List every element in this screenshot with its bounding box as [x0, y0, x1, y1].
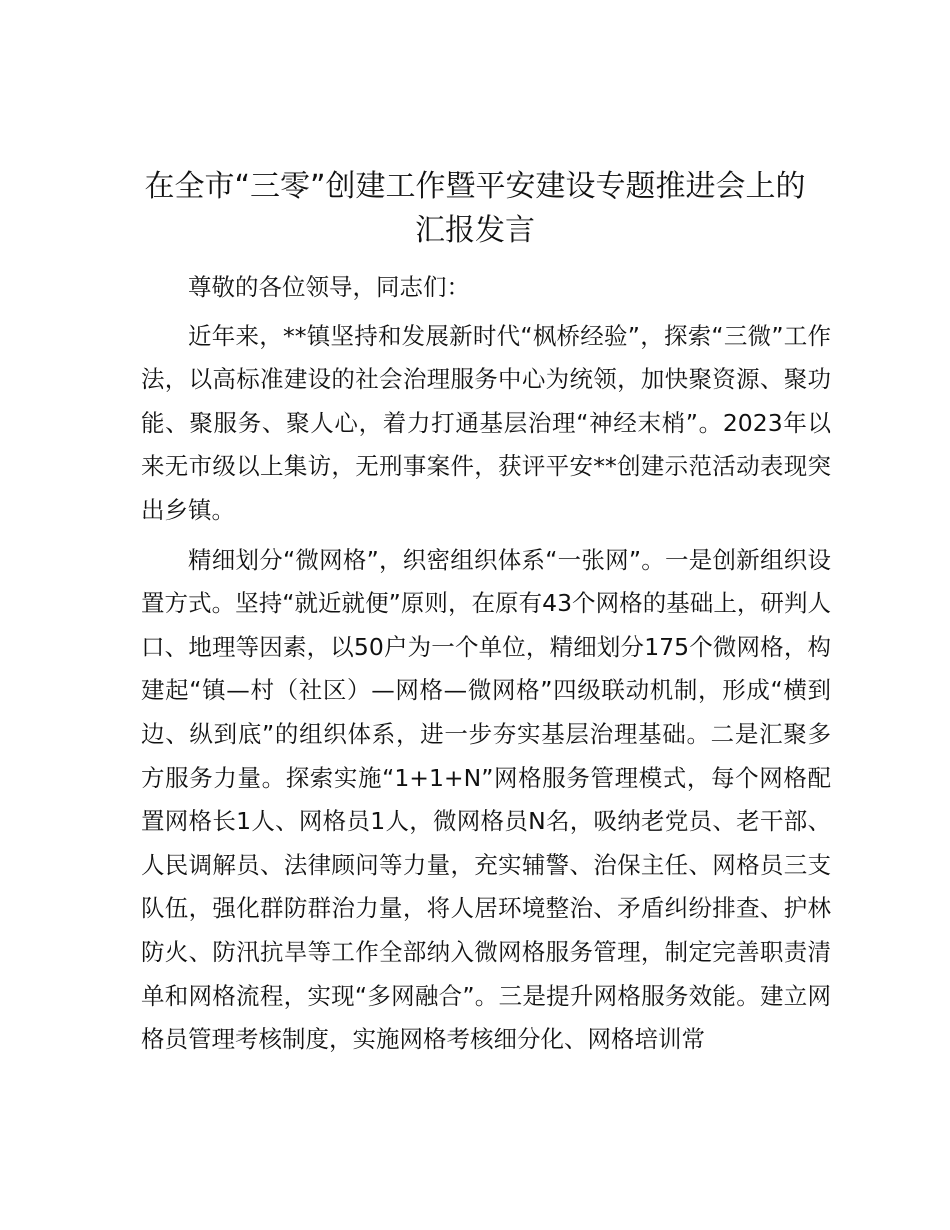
greeting-line: 尊敬的各位领导，同志们：	[188, 273, 470, 301]
paragraph: 精细划分“微网格”，织密组织体系“一张网”。一是创新组织设置方式。坚持“就近就便”原则，在原有43个网格的基础上，研判人口、地理等因素，以50户为一个单位，精细划分175个微网格，构建起“镇—村（社区）—网格—微网格”四级联动机制，形成“横到边、纵到底”的组织体系，进一步夯实基层治理基础。二是汇聚多方服务力量。探索实施“1+1+N”网格服务管理模式，每个网格配置网格长1人、网格员1人，微网格员N名，吸纳老党员、老干部、人民调解员、法律顾问等力量，充实辅警、治保主任、网格员三支队伍，强化群防群治力量，将人居环境整治、矛盾纠纷排查、护林防火、防汛抗旱等工作全部纳入微网格服务管理，制定完善职责清单和网格流程，实现“多网融合”。三是提升网格服务效能。建立网格员管理考核制度，实施网格考核细分化、网格培训常	[141, 545, 831, 1054]
document-body	[141, 266, 831, 1062]
document-title: 在全市“三零”创建工作暨平安建设专题推进会上的汇报发言	[144, 169, 806, 248]
paragraph: 近年来，**镇坚持和发展新时代“枫桥经验”，探索“三微”工作法，以高标准建设的社会治理服务中心为统领，加快聚资源、聚功能、聚服务、聚人心，着力打通基层治理“神经末梢”。2023年以来无市级以上集访，无刑事案件，获评平安**创建示范活动表现突出乡镇。	[141, 321, 831, 524]
